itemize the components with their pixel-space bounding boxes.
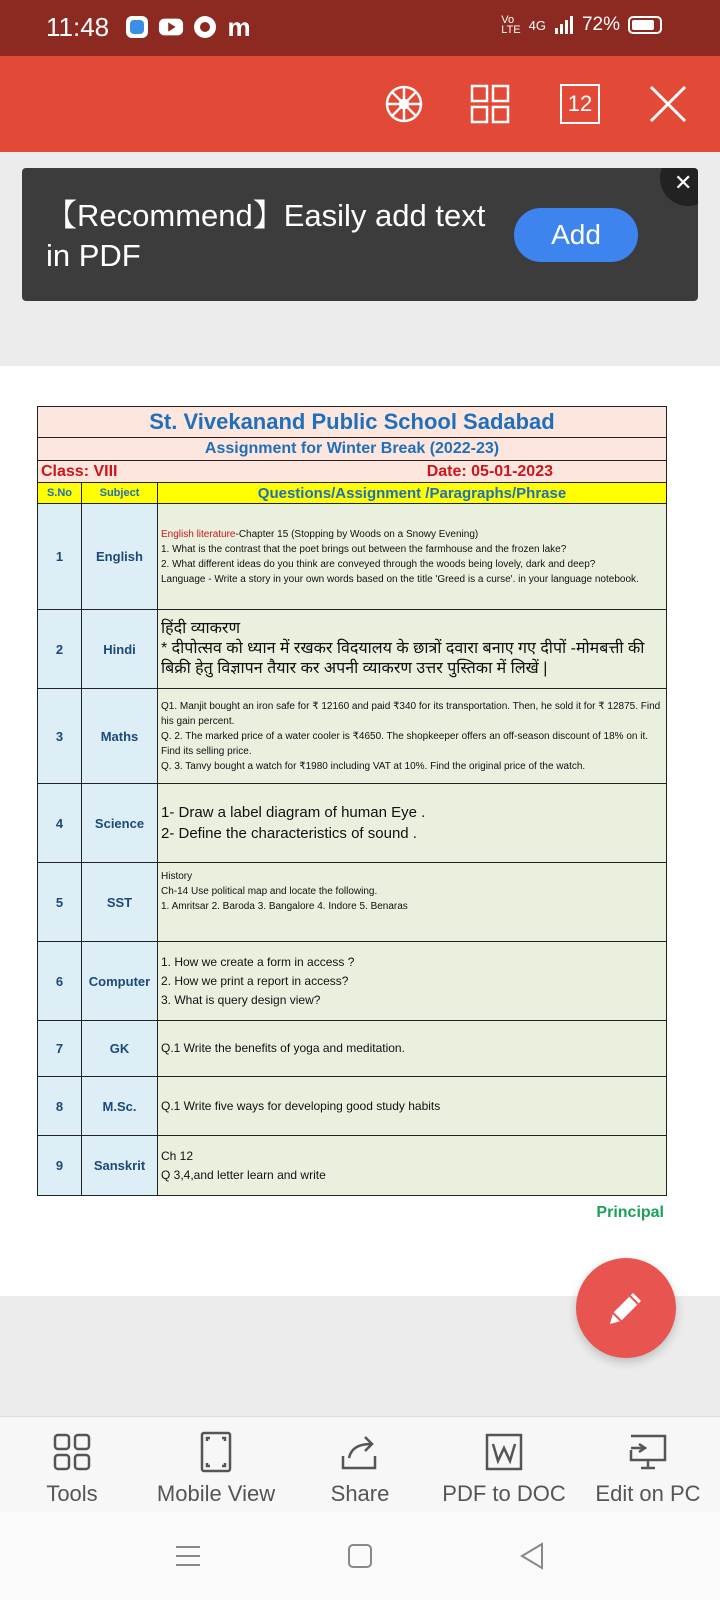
network-label: 4G [528,17,546,33]
youtube-icon [158,14,184,40]
question-line: हिंदी व्याकरण [161,620,241,637]
pdf-to-doc-label: PDF to DOC [442,1481,566,1506]
header-sno: S.No [38,483,82,504]
row-sno: 3 [38,689,82,784]
question-line: Language - Write a story in your own words based on the title 'Greed is a curse'. in your language notebook. [161,573,639,585]
wheel-icon[interactable] [380,80,428,128]
edit-on-pc-icon [627,1432,669,1472]
english-literature-label: English literature [161,528,236,540]
question-line: Q.1 Write the benefits of yoga and meditation. [161,1041,405,1055]
row-subject: GK [82,1021,158,1077]
edit-fab-button[interactable] [576,1258,676,1358]
table-row [38,784,667,863]
volte-icon: Vo LTE [501,14,521,36]
pdf-page [0,366,720,1296]
battery-percent: 72% [581,14,620,35]
question-line: 2. What different ideas do you think are conveyed through the woods being lovely, dark and deep? [161,558,596,570]
header-subject: Subject [82,483,158,504]
bottom-toolbar [0,1416,720,1513]
row-sno: 9 [38,1136,82,1196]
menu-nav-icon[interactable] [168,1540,208,1572]
share-label: Share [330,1481,390,1506]
m-app-icon: m [227,11,251,42]
home-nav-icon[interactable] [340,1540,380,1572]
mobile-view-button[interactable] [144,1429,288,1507]
question-line: 3. What is query design view? [161,992,321,1007]
row-subject: Hindi [82,610,158,689]
share-icon [339,1432,381,1472]
question-line: Q. 2. The marked price of a water cooler is ₹4650. The shopkeeper offers an off-season discount of 18% on it. Find its selling price. [161,730,649,757]
question-line: 1- Draw a label diagram of human Eye . [161,804,426,821]
mobile-view-icon [199,1431,233,1473]
question-line: Q 3,4,and letter learn and write [161,1167,326,1182]
row-subject: Science [82,784,158,863]
assignment-table [37,406,667,1196]
edit-on-pc-button[interactable] [576,1429,720,1507]
page-count-button[interactable] [556,80,604,128]
status-time: 11:48 [46,12,110,42]
row-sno: 1 [38,504,82,610]
row-subject: SST [82,863,158,942]
row-sno: 4 [38,784,82,863]
question-line: Ch 12 [161,1148,194,1163]
close-icon[interactable] [644,80,692,128]
add-button[interactable]: Add [514,208,638,262]
question-line: 1. What is the contrast that the poet brings out between the farmhouse and the frozen lake? [161,543,567,555]
row-subject: Computer [82,942,158,1021]
assignment-title: Assignment for Winter Break (2022-23) [38,438,667,461]
question-line: History [161,871,193,882]
question-text: -Chapter 15 (Stopping by Woods on a Snowy Evening) [235,528,479,540]
row-subject: Sanskrit [82,1136,158,1196]
table-row [38,1136,667,1196]
question-line: 1. How we create a form in access ? [161,954,355,969]
app-notification-icon-2 [192,14,218,40]
table-row [38,1077,667,1136]
tools-label: Tools [46,1481,98,1506]
mobile-view-label: Mobile View [156,1481,276,1506]
page-count: 12 [560,84,600,124]
edit-on-pc-label: Edit on PC [595,1481,701,1506]
back-nav-icon[interactable] [512,1540,552,1572]
table-row [38,610,667,689]
banner-close-icon[interactable]: ✕ [660,168,698,206]
class-label: Class: VIII [41,462,118,480]
row-questions [158,689,667,784]
question-line: 2- Define the characteristics of sound . [161,825,417,842]
grid-view-icon[interactable] [466,80,514,128]
row-sno: 8 [38,1077,82,1136]
status-right [501,14,662,36]
row-sno: 5 [38,863,82,942]
table-row [38,689,667,784]
pdf-to-doc-button[interactable] [432,1429,576,1507]
question-line: Ch-14 Use political map and locate the following. [161,886,378,897]
notification-icons [124,11,252,42]
pencil-icon [604,1286,648,1330]
pdf-to-doc-icon [484,1432,524,1472]
header-questions: Questions/Assignment /Paragraphs/Phrase [158,483,667,504]
system-nav-bar [0,1512,720,1600]
question-line: Q.1 Write five ways for developing good study habits [161,1098,441,1113]
row-questions [158,942,667,1021]
row-questions [158,1136,667,1196]
row-sno: 6 [38,942,82,1021]
date-label: Date: 05-01-2023 [426,462,553,480]
row-questions [158,610,667,689]
recommend-banner [22,168,698,301]
share-button[interactable] [288,1429,432,1507]
row-questions [158,784,667,863]
question-line: Q. 3. Tanvy bought a watch for ₹1980 including VAT at 10%. Find the original price of the watch. [161,760,586,772]
principal-signature: Principal [596,1204,664,1221]
row-subject: M.Sc. [82,1077,158,1136]
row-subject: English [82,504,158,610]
row-sno: 2 [38,610,82,689]
top-toolbar [0,56,720,152]
question-line [161,527,663,542]
row-questions [158,863,667,942]
row-sno: 7 [38,1021,82,1077]
row-questions [158,504,667,610]
question-line: Q1. Manjit bought an iron safe for ₹ 12160 and paid ₹340 for its transportation. Then, he sold it for ₹ 12875. Find his gain percent. [161,700,661,727]
row-questions [158,1077,667,1136]
table-row [38,504,667,610]
class-date-row [38,461,667,483]
table-row [38,1021,667,1077]
banner-text: 【Recommend】Easily add text in PDF [46,198,486,273]
school-name: St. Vivekanand Public School Sadabad [38,407,667,438]
signal-icon [554,15,574,35]
question-line: * दीपोत्सव को ध्यान में रखकर विदयालय के छात्रों दवारा बनाए गए दीपों -मोमबत्ती की बिक्री हेतु विज्ञापन तैयार कर अपनी व्याकरण उत्तर पुस्तिका में लिखें | [161,640,645,677]
tools-icon [52,1432,92,1472]
question-line: 1. Amritsar 2. Baroda 3. Bangalore 4. Indore 5. Benaras [161,901,408,912]
table-row [38,863,667,942]
battery-icon [628,16,662,34]
table-row [38,942,667,1021]
row-subject: Maths [82,689,158,784]
question-line: 2. How we print a report in access? [161,973,349,988]
app-notification-icon [124,14,150,40]
tools-button[interactable] [0,1429,144,1507]
status-bar [0,0,720,56]
row-questions [158,1021,667,1077]
